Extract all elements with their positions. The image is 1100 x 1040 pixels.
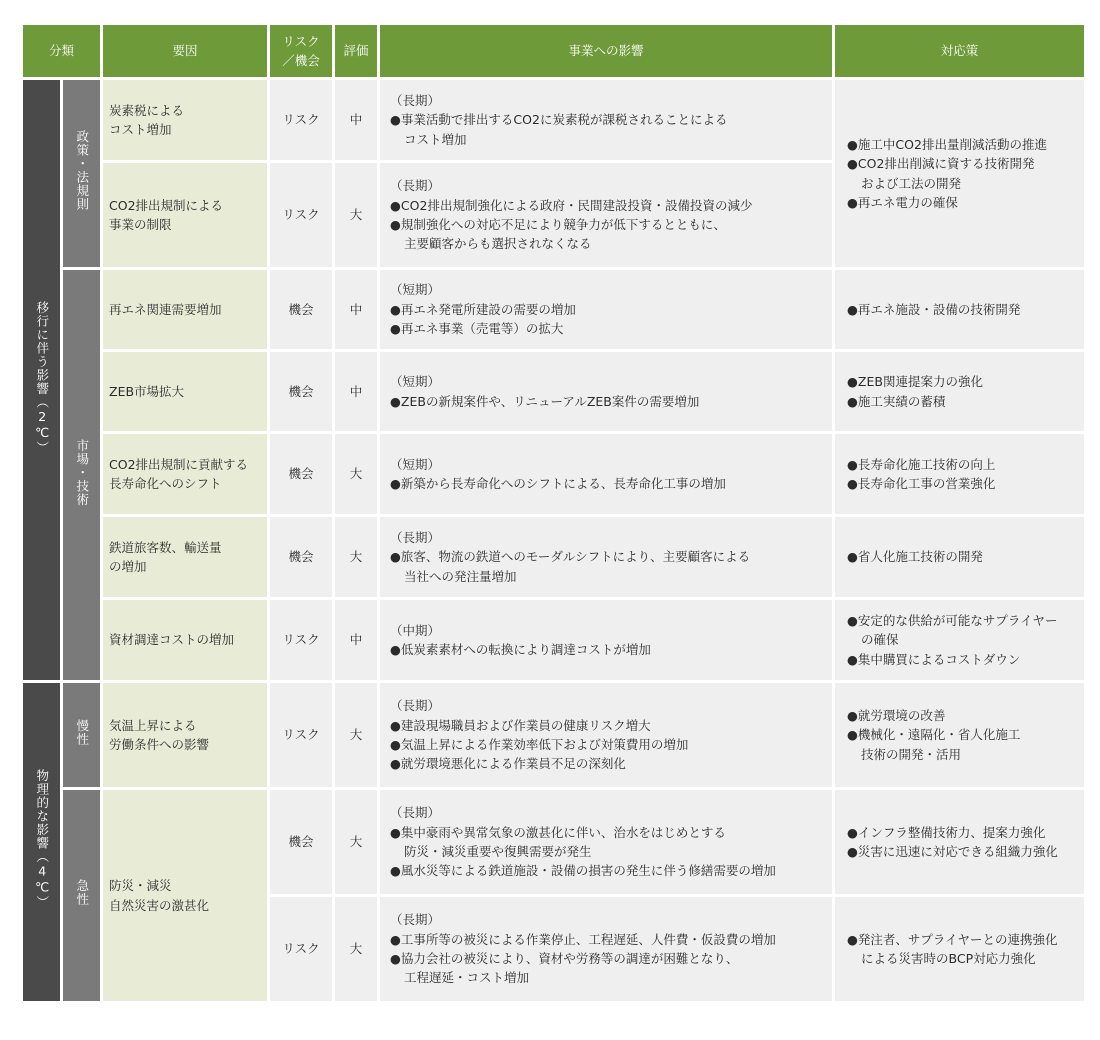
header-evaluation: 評価: [335, 25, 377, 77]
category-transition: 移行に伴う影響（2℃）: [23, 80, 60, 680]
impact-cell: （中期） ●低炭素素材への転換により調達コストが増加: [380, 600, 832, 680]
factor-cell: 防災・減災 自然災害の激甚化: [103, 790, 267, 1001]
response-cell: ●インフラ整備技術力、提案力強化 ●災害に迅速に対応できる組織力強化: [835, 790, 1084, 894]
response-cell: ●発注者、サプライヤーとの連携強化 による災害時のBCP対応力強化: [835, 897, 1084, 1001]
impact-cell: （長期） ●工事所等の被災による作業停止、工程遅延、人件費・仮設費の増加 ●協力会社の被災により、資材や労務等の調達が困難となり、 工程遅延・コスト増加: [380, 897, 832, 1001]
factor-cell: CO2排出規制に貢献する 長寿命化へのシフト: [103, 434, 267, 514]
impact-cell: （長期） ●事業活動で排出するCO2に炭素税が課税されることによる コスト増加: [380, 80, 832, 160]
subcategory-acute: 急性: [63, 790, 100, 1001]
factor-cell: CO2排出規制による 事業の制限: [103, 163, 267, 267]
eval-cell: 中: [335, 270, 377, 349]
header-category: 分類: [23, 25, 100, 77]
subcategory-chronic: 慢性: [63, 683, 100, 787]
eval-cell: 大: [335, 897, 377, 1001]
response-cell: ●就労環境の改善 ●機械化・遠隔化・省人化施工 技術の開発・活用: [835, 683, 1084, 787]
eval-cell: 大: [335, 434, 377, 514]
header-factor: 要因: [103, 25, 267, 77]
type-cell: 機会: [270, 270, 332, 349]
eval-cell: 中: [335, 600, 377, 680]
response-cell: ●ZEB関連提案力の強化 ●施工実績の蓄積: [835, 352, 1084, 431]
impact-cell: （長期） ●旅客、物流の鉄道へのモーダルシフトにより、主要顧客による 当社への発注量増加: [380, 517, 832, 597]
eval-cell: 大: [335, 790, 377, 894]
table-row: [23, 683, 1084, 787]
climate-risk-table: [20, 22, 1087, 1004]
type-cell: リスク: [270, 683, 332, 787]
impact-cell: （長期） ●集中豪雨や異常気象の激甚化に伴い、治水をはじめとする 防災・減災重要や復興需要が発生 ●風水災等による鉄道施設・設備の損害の発生に伴う修繕需要の増加: [380, 790, 832, 894]
header-response: 対応策: [835, 25, 1084, 77]
factor-cell: 資材調達コストの増加: [103, 600, 267, 680]
factor-cell: 鉄道旅客数、輸送量 の増加: [103, 517, 267, 597]
factor-cell: 気温上昇による 労働条件への影響: [103, 683, 267, 787]
eval-cell: 大: [335, 163, 377, 267]
impact-cell: （長期） ●CO2排出規制強化による政府・民間建設投資・設備投資の減少 ●規制強化への対応不足により競争力が低下するとともに、 主要顧客からも選択されなくなる: [380, 163, 832, 267]
factor-cell: 再エネ関連需要増加: [103, 270, 267, 349]
table-row: [23, 80, 1084, 160]
type-cell: 機会: [270, 434, 332, 514]
eval-cell: 大: [335, 683, 377, 787]
category-physical: 物理的な影響（4℃）: [23, 683, 60, 1001]
subcategory-market: 市場・技術: [63, 270, 100, 680]
header-row: [23, 25, 1084, 77]
factor-cell: 炭素税による コスト増加: [103, 80, 267, 160]
type-cell: リスク: [270, 897, 332, 1001]
response-cell: ●安定的な供給が可能なサプライヤー の確保 ●集中購買によるコストダウン: [835, 600, 1084, 680]
impact-cell: （短期） ●再エネ発電所建設の需要の増加 ●再エネ事業（売電等）の拡大: [380, 270, 832, 349]
response-cell: ●施工中CO2排出量削減活動の推進 ●CO2排出削減に資する技術開発 および工法の開発 ●再エネ電力の確保: [835, 80, 1084, 267]
type-cell: 機会: [270, 790, 332, 894]
table-row: [23, 352, 1084, 431]
impact-cell: （短期） ●新築から長寿命化へのシフトによる、長寿命化工事の増加: [380, 434, 832, 514]
response-cell: ●長寿命化施工技術の向上 ●長寿命化工事の営業強化: [835, 434, 1084, 514]
table-row: [23, 270, 1084, 349]
eval-cell: 中: [335, 352, 377, 431]
table-row: [23, 790, 1084, 894]
type-cell: 機会: [270, 517, 332, 597]
impact-cell: （短期） ●ZEBの新規案件や、リニューアルZEB案件の需要増加: [380, 352, 832, 431]
header-risk-opportunity: リスク ／機会: [270, 25, 332, 77]
eval-cell: 大: [335, 517, 377, 597]
factor-cell: ZEB市場拡大: [103, 352, 267, 431]
subcategory-policy: 政策・法規則: [63, 80, 100, 267]
eval-cell: 中: [335, 80, 377, 160]
type-cell: リスク: [270, 600, 332, 680]
response-cell: ●再エネ施設・設備の技術開発: [835, 270, 1084, 349]
type-cell: リスク: [270, 80, 332, 160]
header-impact: 事業への影響: [380, 25, 832, 77]
type-cell: 機会: [270, 352, 332, 431]
table-row: [23, 600, 1084, 680]
table-row: [23, 434, 1084, 514]
response-cell: ●省人化施工技術の開発: [835, 517, 1084, 597]
impact-cell: （長期） ●建設現場職員および作業員の健康リスク増大 ●気温上昇による作業効率低下および対策費用の増加 ●就労環境悪化による作業員不足の深刻化: [380, 683, 832, 787]
table-row: [23, 517, 1084, 597]
type-cell: リスク: [270, 163, 332, 267]
